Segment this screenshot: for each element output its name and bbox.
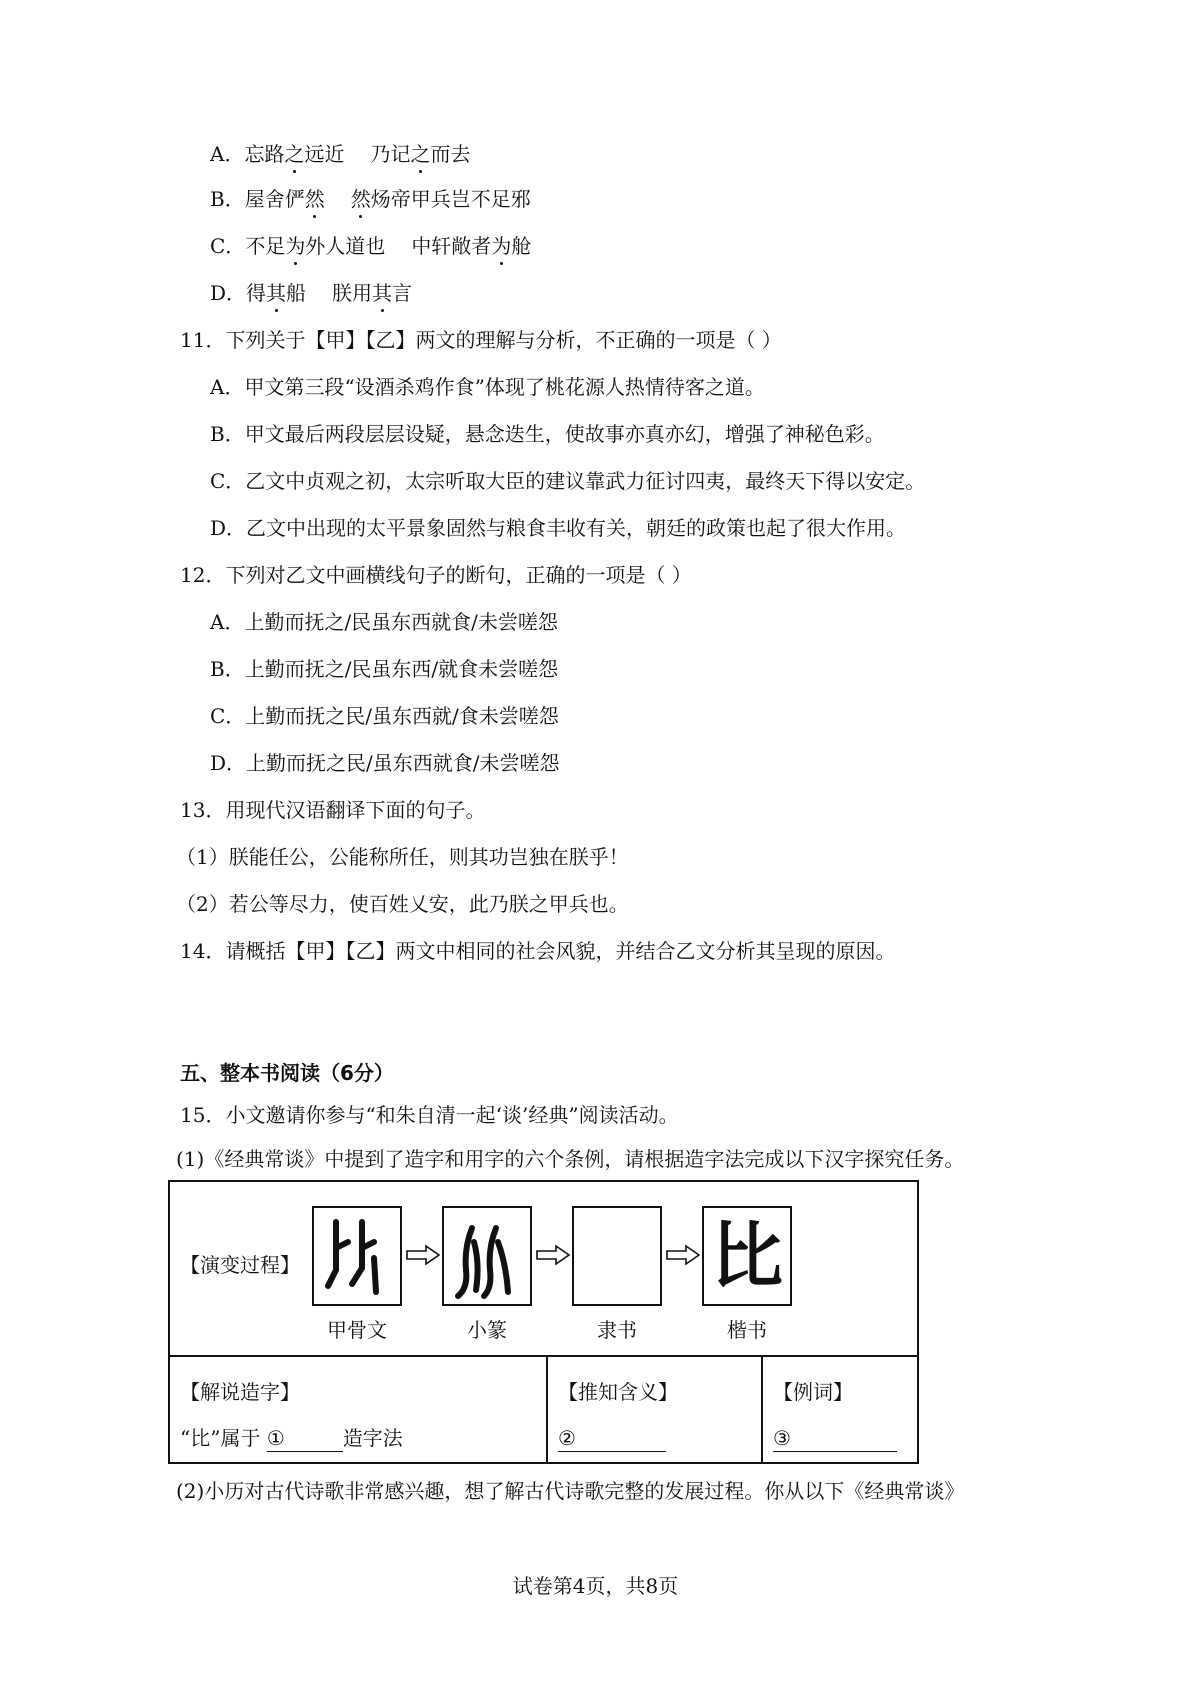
q11-option-b: B．甲文最后两段层层设疑，悬念迭生，使故事亦真亦幻，增强了神秘色彩。 bbox=[210, 422, 885, 446]
page-footer: 试卷第4页，共8页 bbox=[512, 1574, 679, 1598]
q10-option-a: A．忘路之远近 乃记之而去 bbox=[210, 142, 471, 166]
example-fill bbox=[773, 1425, 897, 1452]
stage-caption-regular: 楷书 bbox=[727, 1318, 767, 1342]
stage-caption-clerical: 隶书 bbox=[597, 1318, 637, 1342]
q12-option-b: B．上勤而抚之/民虽东西/就食未尝嗟怨 bbox=[210, 657, 559, 681]
regular-script-glyph: 比 bbox=[710, 1214, 783, 1298]
small-seal-glyph-box bbox=[442, 1206, 532, 1306]
regular-script-glyph-box bbox=[702, 1206, 792, 1306]
q12-option-d: D．上勤而抚之民/虽东西就食/未尝嗟怨 bbox=[210, 751, 560, 775]
section-title: 五、整本书阅读（6分） bbox=[180, 1061, 394, 1085]
q11-option-a: A．甲文第三段“设酒杀鸡作食”体现了桃花源人热情待客之道。 bbox=[210, 375, 765, 399]
meaning-fill bbox=[558, 1425, 666, 1452]
q11-option-c: C．乙文中贞观之初，太宗听取大臣的建议靠武力征讨四夷，最终天下得以安定。 bbox=[210, 469, 926, 493]
q10-option-b: B．屋舍俨然 然炀帝甲兵岂不足邪 bbox=[210, 187, 531, 211]
explain-label: 【解说造字】 bbox=[180, 1380, 300, 1404]
q13-item-1: （1）朕能任公，公能称所任，则其功岂独在朕乎！ bbox=[176, 845, 629, 869]
blank-1[interactable]: ① bbox=[267, 1425, 343, 1452]
arrow-icon bbox=[666, 1244, 700, 1266]
q15-part2: (2)小历对古代诗歌非常感兴趣，想了解古代诗歌完整的发展过程。你从以下《经典常谈》 bbox=[176, 1479, 965, 1503]
q11-stem: 11．下列关于【甲】【乙】两文的理解与分析，不正确的一项是（ ） bbox=[180, 328, 782, 352]
arrow-icon bbox=[406, 1244, 440, 1266]
q15-part1: (1)《经典常谈》中提到了造字和用字的六个条例，请根据造字法完成以下汉字探究任务。 bbox=[176, 1147, 965, 1171]
q13-item-2: （2）若公等尽力，使百姓乂安，此乃朕之甲兵也。 bbox=[176, 892, 629, 916]
evolution-label: 【演变过程】 bbox=[180, 1253, 300, 1277]
meaning-label: 【推知含义】 bbox=[558, 1380, 678, 1404]
clerical-glyph-box bbox=[572, 1206, 662, 1306]
character-table bbox=[168, 1180, 919, 1464]
q12-option-c: C．上勤而抚之民/虽东西就/食未尝嗟怨 bbox=[210, 704, 559, 728]
stage-caption-oracle: 甲骨文 bbox=[327, 1318, 387, 1342]
blank-2[interactable]: ② bbox=[558, 1425, 666, 1452]
explain-cell bbox=[170, 1355, 548, 1462]
stage-caption-small-seal: 小篆 bbox=[467, 1318, 507, 1342]
q14-stem: 14．请概括【甲】【乙】两文中相同的社会风貌，并结合乙文分析其呈现的原因。 bbox=[180, 939, 896, 963]
q10-option-d: D．得其船 朕用其言 bbox=[210, 281, 413, 305]
q12-stem: 12．下列对乙文中画横线句子的断句，正确的一项是（ ） bbox=[180, 563, 692, 587]
example-cell bbox=[763, 1355, 917, 1462]
q10-option-c: C．不足为外人道也 中轩敞者为舱 bbox=[210, 234, 532, 258]
q13-stem: 13．用现代汉语翻译下面的句子。 bbox=[180, 798, 486, 822]
example-label: 【例词】 bbox=[773, 1380, 853, 1404]
blank-3[interactable]: ③ bbox=[773, 1425, 897, 1452]
oracle-bone-glyph-box bbox=[312, 1206, 402, 1306]
meaning-cell bbox=[548, 1355, 763, 1462]
small-seal-glyph bbox=[444, 1208, 530, 1304]
arrow-icon bbox=[536, 1244, 570, 1266]
q12-option-a: A．上勤而抚之/民虽东西就食/未尝嗟怨 bbox=[210, 610, 558, 634]
evolution-row bbox=[170, 1182, 917, 1357]
q11-option-d: D．乙文中出现的太平景象固然与粮食丰收有关，朝廷的政策也起了很大作用。 bbox=[210, 516, 907, 540]
explain-fill: “比”属于 ① 造字法 bbox=[180, 1426, 403, 1450]
oracle-bone-glyph bbox=[314, 1208, 400, 1304]
q15-stem: 15．小文邀请你参与“和朱自清一起‘谈’经典”阅读活动。 bbox=[180, 1103, 679, 1127]
